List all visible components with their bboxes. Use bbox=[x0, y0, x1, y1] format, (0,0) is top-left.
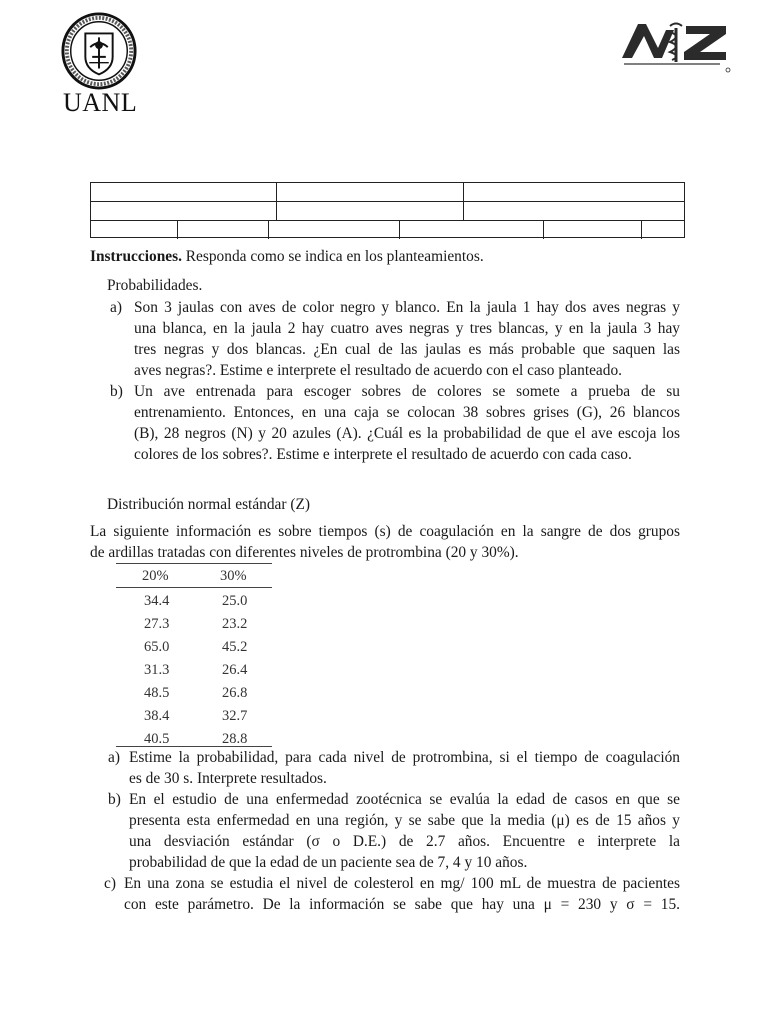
table-cell-20: 31.3 bbox=[144, 662, 170, 678]
section2-item-a bbox=[129, 747, 680, 789]
grid-col-divider bbox=[276, 183, 277, 220]
text-line: con este parámetro. De la información se sabe que hay una μ = 230 y σ = 15. bbox=[124, 896, 680, 913]
table-cell-30: 26.4 bbox=[222, 662, 248, 678]
table-header-rule bbox=[116, 587, 272, 588]
text-line: de ardillas tratadas con diferentes niveles de protrombina (20 y 30%). bbox=[90, 544, 519, 561]
table-cell-30: 45.2 bbox=[222, 639, 248, 655]
table-cell-20: 40.5 bbox=[144, 731, 170, 747]
grid-col-divider bbox=[399, 220, 400, 239]
text-line: aves negras?. Estime e interprete el resultado de acuerdo con el caso planteado. bbox=[134, 362, 623, 379]
table-cell-30: 28.8 bbox=[222, 731, 248, 747]
text-line: En el estudio de una enfermedad zootécnica se evalúa la edad de casos en que se bbox=[129, 791, 680, 808]
grid-col-divider bbox=[463, 183, 464, 220]
student-info-grid bbox=[90, 182, 685, 238]
section-title-probabilidades: Probabilidades. bbox=[107, 277, 203, 294]
table-cell-20: 48.5 bbox=[144, 685, 170, 701]
table-cell-30: 25.0 bbox=[222, 593, 248, 609]
section2-item-c bbox=[124, 873, 680, 915]
item-marker: b) bbox=[110, 383, 123, 400]
table-cell-20: 65.0 bbox=[144, 639, 170, 655]
text-line: (B), 28 negros (N) y 20 azules (A). ¿Cuál es la probabilidad de que el ave escoja los bbox=[134, 425, 680, 442]
table-cell-30: 32.7 bbox=[222, 708, 248, 724]
text-line: En una zona se estudia el nivel de colesterol en mg/ 100 mL de muestra de pacientes bbox=[124, 875, 680, 892]
grid-col-divider bbox=[641, 220, 642, 239]
text-line: Estime la probabilidad, para cada nivel de protrombina, si el tiempo de coagulación bbox=[129, 749, 680, 766]
text-line: probabilidad de que la edad de un paciente sea de 7, 4 y 10 años. bbox=[129, 854, 528, 871]
section-title-distribucion-normal: Distribución normal estándar (Z) bbox=[107, 496, 311, 513]
table-top-rule bbox=[116, 563, 272, 564]
university-short-name: UANL bbox=[63, 88, 138, 117]
faculty-mvz-logo bbox=[620, 18, 732, 76]
table-cell-20: 27.3 bbox=[144, 616, 170, 632]
text-line: entrenamiento. Entonces, en una caja se colocan 38 sobres grises (G), 26 blancos bbox=[134, 404, 680, 421]
table-cell-20: 38.4 bbox=[144, 708, 170, 724]
grid-col-divider bbox=[177, 220, 178, 239]
text-line: Son 3 jaulas con aves de color negro y blanco. En la jaula 1 hay dos aves negras y bbox=[134, 299, 680, 316]
section1-item-b bbox=[134, 381, 680, 465]
section2-intro bbox=[90, 521, 680, 563]
item-marker: a) bbox=[110, 299, 122, 316]
text-line: colores de los sobres?. Estime e interprete el resultado de acuerdo con cada caso. bbox=[134, 446, 632, 463]
university-seal-logo bbox=[60, 12, 138, 90]
table-header-20: 20% bbox=[142, 568, 169, 584]
text-line: una blanca, en la jaula 2 hay cuatro aves negras y tres blancas, y en la jaula 3 hay bbox=[134, 320, 680, 337]
table-cell-20: 34.4 bbox=[144, 593, 170, 609]
grid-row-divider bbox=[91, 201, 684, 202]
text-line: tres negras y dos blancas. ¿En cual de las jaulas es más probable que saquen las bbox=[134, 341, 680, 358]
table-header-30: 30% bbox=[220, 568, 247, 584]
grid-col-divider bbox=[543, 220, 544, 239]
item-marker: b) bbox=[108, 791, 121, 808]
grid-row-divider bbox=[91, 220, 684, 221]
table-cell-30: 26.8 bbox=[222, 685, 248, 701]
section1-item-a bbox=[134, 297, 680, 381]
instructions-label: Instrucciones. bbox=[90, 248, 182, 265]
item-marker: a) bbox=[108, 749, 120, 766]
text-line: Un ave entrenada para escoger sobres de colores se somete a prueba de su bbox=[134, 383, 680, 400]
instructions bbox=[90, 246, 484, 267]
text-line: presenta esta enfermedad en una región, y se sabe que la media (μ) es de 15 años y bbox=[129, 812, 680, 829]
item-marker: c) bbox=[104, 875, 116, 892]
text-line: una desviación estándar (σ o D.E.) de 2.7 años. Encuentre e interprete la bbox=[129, 833, 680, 850]
instructions-text: Responda como se indica en los planteamientos. bbox=[181, 248, 484, 265]
text-line: es de 30 s. Interprete resultados. bbox=[129, 770, 327, 787]
text-line: La siguiente información es sobre tiempos (s) de coagulación en la sangre de dos grupos bbox=[90, 523, 680, 540]
table-cell-30: 23.2 bbox=[222, 616, 248, 632]
section2-item-b bbox=[129, 789, 680, 873]
grid-col-divider bbox=[268, 220, 269, 239]
